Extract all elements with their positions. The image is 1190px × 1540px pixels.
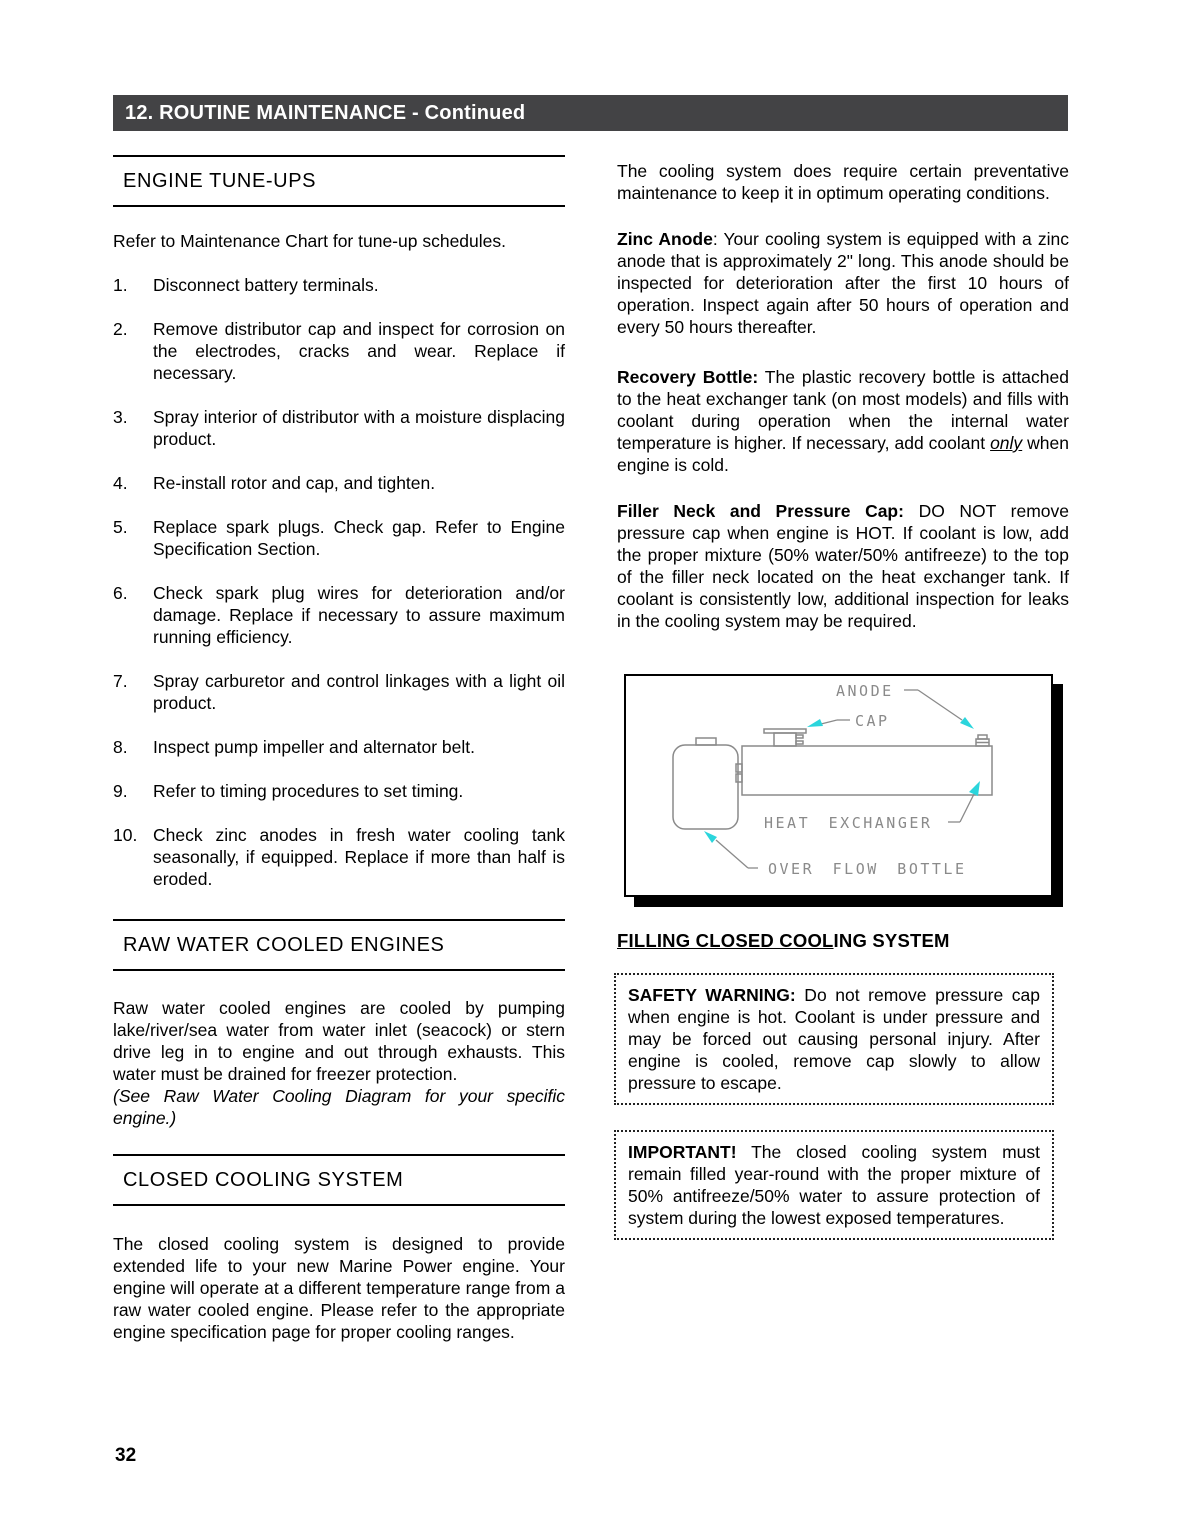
list-item-number: 2. — [113, 319, 128, 339]
leader-lines — [716, 690, 974, 868]
zinc-anode-lead: Zinc Anode — [617, 229, 713, 249]
closed-cooling-body: The closed cooling system is designed to provide extended life to your new Marine Power engine. Your engine will operate at a different temperature range from a raw water cooled engine. Please refer to the appropriate engine specification page for proper cooling ranges. — [113, 1234, 565, 1342]
list-item-text: Spray interior of distributor with a moisture displacing product. — [153, 407, 565, 449]
heat-exchanger-arrow — [969, 781, 980, 796]
chapter-header-bar — [113, 95, 1068, 131]
list-item-text: Re-install rotor and cap, and tighten. — [153, 473, 436, 493]
zinc-anode-body: : Your cooling system is equipped with a zinc anode that is approximately 2" long. This anode should be inspected for deterioration after the first 10 hours of operation. Inspect again after 50 hours of operation and every 50 hours thereafter. — [617, 229, 1069, 337]
list-item — [113, 472, 565, 494]
overflow-bottle-arrow — [704, 831, 717, 843]
cooling-intro-text: The cooling system does require certain preventative maintenance to keep it in optimum operating conditions. — [617, 161, 1069, 203]
safety-warning-box — [614, 973, 1054, 1105]
list-item-text: Disconnect battery terminals. — [153, 275, 379, 295]
recovery-bottle-emphasis: only — [990, 433, 1023, 453]
raw-water-note: (See Raw Water Cooling Diagram for your specific engine.) — [113, 1086, 565, 1128]
zinc-anode-shape — [976, 735, 989, 746]
filler-neck-paragraph — [617, 500, 1069, 632]
list-item — [113, 582, 565, 648]
filler-neck-lead: Filler Neck and Pressure Cap: — [617, 501, 904, 521]
list-item — [113, 824, 565, 890]
heat-exchanger-drawing — [626, 676, 1051, 895]
left-column — [113, 155, 565, 1343]
heading-underlined-part: FILLING CLOSED COOL — [617, 930, 834, 951]
list-item-number: 1. — [113, 275, 128, 295]
filler-neck-body: DO NOT remove pressure cap when engine is HOT. If coolant is low, add the proper mixture (50% water/50% antifreeze) to the top of the filler neck located on the heat exchanger tank. If coolant is consistently low, additional inspection for leaks in the cooling system may be required. — [617, 501, 1069, 631]
list-item-number: 5. — [113, 517, 128, 537]
overflow-bottle-shape — [673, 738, 738, 829]
raw-water-paragraph — [113, 997, 565, 1129]
pressure-cap-shape — [764, 729, 806, 746]
list-item — [113, 736, 565, 758]
heat-exchanger-diagram — [624, 674, 1053, 897]
safety-warning-lead: SAFETY WARNING: — [628, 985, 796, 1005]
heat-exchanger-label: HEAT EXCHANGER — [764, 814, 933, 832]
cap-label: CAP — [855, 712, 890, 730]
cap-arrow — [807, 719, 823, 727]
right-column — [617, 160, 1069, 1240]
list-item-text: Check zinc anodes in fresh water cooling tank seasonally, if equipped. Replace if more than half is eroded. — [153, 825, 565, 889]
list-item-number: 10. — [113, 825, 138, 845]
list-item-number: 9. — [113, 781, 128, 801]
list-item-text: Replace spark plugs. Check gap. Refer to Engine Specification Section. — [153, 517, 565, 559]
recovery-bottle-body-end: when engine is cold. — [617, 433, 1070, 475]
list-item — [113, 406, 565, 450]
tuneups-intro-text: Refer to Maintenance Chart for tune-up schedules. — [113, 231, 506, 251]
tuneups-intro — [113, 230, 565, 252]
anode-arrow — [960, 717, 974, 729]
heading-plain-part: ING SYSTEM — [833, 930, 950, 951]
list-item — [113, 318, 565, 384]
list-item-text: Inspect pump impeller and alternator belt. — [153, 737, 475, 757]
cooling-intro-paragraph — [617, 160, 1069, 204]
list-item-text: Refer to timing procedures to set timing. — [153, 781, 464, 801]
important-box — [614, 1130, 1054, 1240]
list-item — [113, 516, 565, 560]
list-item-number: 3. — [113, 407, 128, 427]
page-number — [115, 1445, 136, 1467]
section-title-text: ENGINE TUNE-UPS — [123, 170, 317, 192]
raw-water-body: Raw water cooled engines are cooled by pumping lake/river/sea water from water inlet (seacock) or stern drive leg in to engine and out through exhausts. This water must be drained for freezer protection. — [113, 998, 565, 1084]
zinc-anode-paragraph — [617, 228, 1069, 338]
section-title-closed-cooling — [113, 1154, 565, 1206]
overflow-bottle-label: OVER FLOW BOTTLE — [768, 860, 967, 878]
list-item — [113, 780, 565, 802]
heat-exchanger-tank-shape — [736, 746, 992, 795]
list-item-number: 6. — [113, 583, 128, 603]
recovery-bottle-body: The plastic recovery bottle is attached to the heat exchanger tank (on most models) and fills with coolant during operation when the internal water temperature is higher. If necessary, add coolant — [617, 367, 1069, 453]
section-title-text: RAW WATER COOLED ENGINES — [123, 934, 445, 956]
important-body: The closed cooling system must remain filled year-round with the proper mixture of 50% antifreeze/50% water to assure protection of system during the lowest exposed temperatures. — [628, 1142, 1040, 1228]
list-item-number: 8. — [113, 737, 128, 757]
list-item-text: Remove distributor cap and inspect for corrosion on the electrodes, cracks and wear. Replace if necessary. — [153, 319, 565, 383]
recovery-bottle-lead: Recovery Bottle: — [617, 367, 759, 387]
section-title-text: CLOSED COOLING SYSTEM — [123, 1169, 404, 1191]
safety-warning-body: Do not remove pressure cap when engine is hot. Coolant is under pressure and may be forced out causing personal injury. After engine is cooled, remove cap slowly to allow pressure to escape. — [628, 985, 1040, 1093]
section-title-engine-tune-ups — [113, 155, 565, 207]
list-item — [113, 670, 565, 714]
chapter-title: 12. ROUTINE MAINTENANCE - Continued — [125, 102, 526, 124]
section-title-raw-water — [113, 919, 565, 971]
list-item-number: 7. — [113, 671, 128, 691]
important-lead: IMPORTANT! — [628, 1142, 737, 1162]
list-item-text: Check spark plug wires for deterioration and/or damage. Replace if necessary to assure maximum running efficiency. — [153, 583, 565, 647]
list-item-number: 4. — [113, 473, 128, 493]
page-number-text: 32 — [115, 1445, 137, 1466]
list-item — [113, 274, 565, 296]
closed-cooling-paragraph — [113, 1233, 565, 1343]
filling-closed-cooling-heading — [617, 930, 1069, 952]
anode-label: ANODE — [836, 682, 894, 700]
list-item-text: Spray carburetor and control linkages with a light oil product. — [153, 671, 565, 713]
recovery-bottle-paragraph — [617, 366, 1069, 476]
